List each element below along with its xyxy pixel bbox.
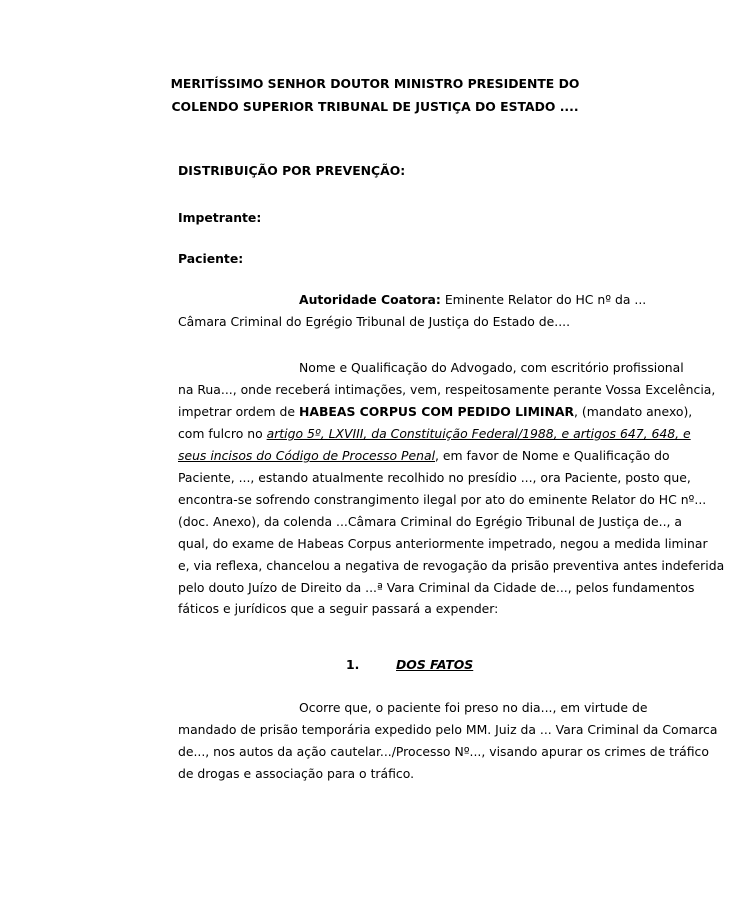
intro-line-5b: , em favor de Nome e Qualificação do bbox=[435, 448, 670, 463]
intro-line-11: pelo douto Juízo de Direito da ...ª Vara Criminal da Cidade de..., pelos fundamentos bbox=[178, 580, 695, 595]
distribuicao-label: DISTRIBUIÇÃO POR PREVENÇÃO: bbox=[178, 163, 406, 178]
paciente-label: Paciente: bbox=[178, 251, 244, 266]
habeas-corpus-text: HABEAS CORPUS COM PEDIDO LIMINAR bbox=[298, 404, 575, 419]
legal-citation-1: artigo 5º, LXVIII, da Constituição Federal/1988, e artigos 647, 648, e bbox=[266, 426, 691, 441]
intro-line-12: fáticos e jurídicos que a seguir passará a expender: bbox=[178, 601, 499, 616]
intro-line-9: qual, do exame de Habeas Corpus anteriormente impetrado, negou a medida liminar bbox=[178, 536, 708, 551]
section-number: 1. bbox=[346, 657, 360, 672]
intro-line-4 bbox=[178, 426, 691, 442]
fatos-line-1: Ocorre que, o paciente foi preso no dia..., em virtude de bbox=[299, 700, 648, 715]
intro-line-10: e, via reflexa, chancelou a negativa de revogação da prisão preventiva antes indeferida bbox=[178, 558, 725, 573]
autoridade-line-1 bbox=[299, 292, 647, 308]
fatos-line-4: de drogas e associação para o tráfico. bbox=[178, 766, 415, 781]
fatos-line-2: mandado de prisão temporária expedido pelo MM. Juiz da ... Vara Criminal da Comarca bbox=[178, 722, 718, 737]
intro-line-5 bbox=[178, 448, 670, 464]
intro-line-3b: , (mandato anexo), bbox=[574, 404, 693, 419]
intro-line-1: Nome e Qualificação do Advogado, com escritório profissional bbox=[299, 360, 684, 375]
header-line-1: MERITÍSSIMO SENHOR DOUTOR MINISTRO PRESIDENTE DO bbox=[170, 76, 580, 91]
intro-line-4a: com fulcro no bbox=[178, 426, 263, 441]
header-line-2: COLENDO SUPERIOR TRIBUNAL DE JUSTIÇA DO ESTADO .... bbox=[171, 99, 579, 114]
autoridade-label: Autoridade Coatora: bbox=[299, 292, 441, 307]
intro-line-6: Paciente, ..., estando atualmente recolhido no presídio ..., ora Paciente, posto que, bbox=[178, 470, 691, 485]
fatos-line-3: de..., nos autos da ação cautelar.../Processo Nº..., visando apurar os crimes de tráfico bbox=[178, 744, 709, 759]
autoridade-line-2: Câmara Criminal do Egrégio Tribunal de Justiça do Estado de.... bbox=[178, 314, 571, 329]
impetrante-label: Impetrante: bbox=[178, 210, 262, 225]
intro-line-7: encontra-se sofrendo constrangimento ilegal por ato do eminente Relator do HC nº... bbox=[178, 492, 707, 507]
intro-line-8: (doc. Anexo), da colenda ...Câmara Criminal do Egrégio Tribunal de Justiça de.., a bbox=[178, 514, 682, 529]
autoridade-text-1: Eminente Relator do HC nº da ... bbox=[444, 292, 647, 307]
intro-line-2: na Rua..., onde receberá intimações, vem, respeitosamente perante Vossa Excelência, bbox=[178, 382, 716, 397]
legal-citation-2: seus incisos do Código de Processo Penal bbox=[178, 448, 436, 463]
intro-line-3 bbox=[178, 404, 693, 420]
intro-line-3a: impetrar ordem de bbox=[178, 404, 296, 419]
section-title: DOS FATOS bbox=[396, 657, 474, 672]
